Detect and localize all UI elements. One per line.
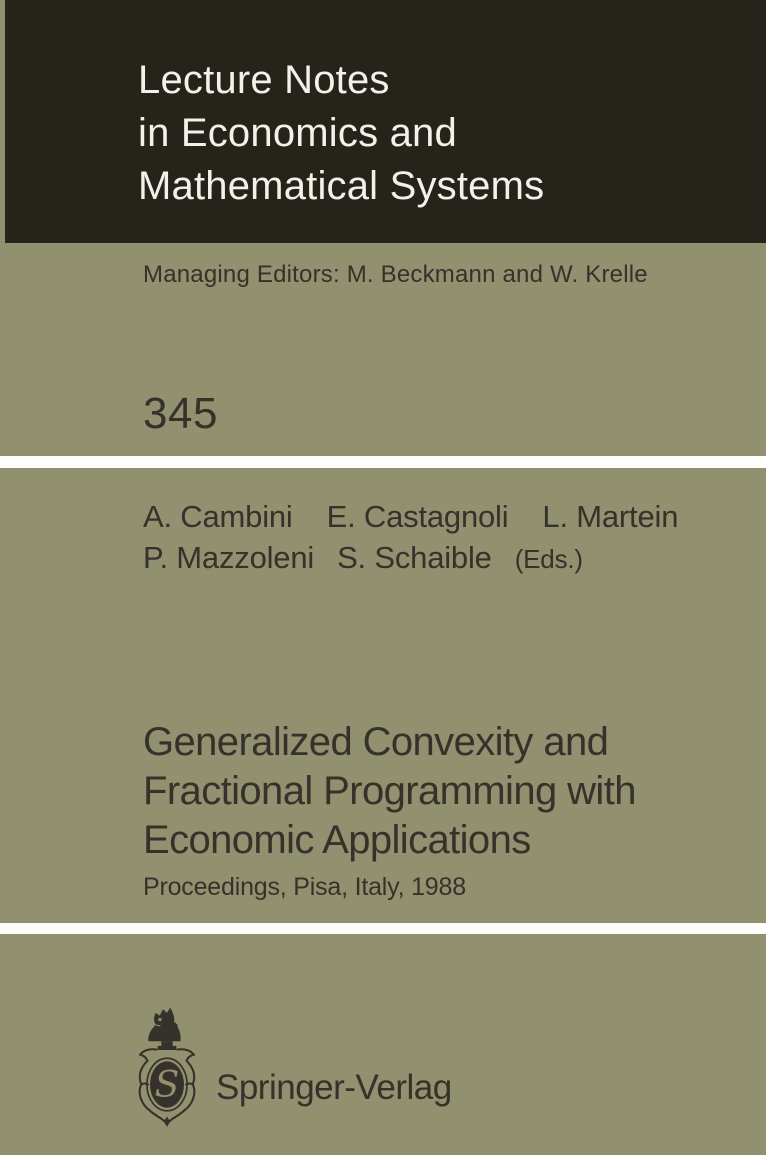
series-title-line: Mathematical Systems xyxy=(138,164,545,208)
editors-row xyxy=(143,540,678,581)
divider-stripe-top xyxy=(0,456,766,468)
series-title-band xyxy=(5,0,766,243)
book-subtitle: Proceedings, Pisa, Italy, 1988 xyxy=(143,873,466,901)
editors-block xyxy=(143,499,678,581)
book-title-line: Fractional Programming with xyxy=(143,769,636,813)
editor-name: A. Cambini xyxy=(143,499,293,534)
logo-finial xyxy=(164,1116,171,1126)
logo-pedestal xyxy=(158,1041,177,1050)
book-title-line: Generalized Convexity and xyxy=(143,720,609,764)
series-title xyxy=(138,54,544,213)
editor-name: P. Mazzoleni xyxy=(143,540,315,575)
divider-stripe-bottom xyxy=(0,923,766,934)
publisher-name: Springer-Verlag xyxy=(216,1068,452,1107)
volume-number: 345 xyxy=(143,389,218,438)
series-title-line: Lecture Notes xyxy=(138,58,390,102)
editor-name: E. Castagnoli xyxy=(326,499,509,534)
editor-name: S. Schaible xyxy=(337,540,492,575)
series-title-line: in Economics and xyxy=(138,111,457,155)
logo-monogram: S xyxy=(154,1063,180,1106)
eds-label: (Eds.) xyxy=(514,544,583,574)
editors-row xyxy=(143,499,678,540)
book-title xyxy=(143,718,636,865)
managing-editors-line: Managing Editors: M. Beckmann and W. Krelle xyxy=(143,261,648,288)
knight-icon xyxy=(148,1008,180,1041)
editor-name: L. Martein xyxy=(542,499,679,534)
springer-logo xyxy=(133,1006,201,1128)
book-title-line: Economic Applications xyxy=(143,818,531,862)
